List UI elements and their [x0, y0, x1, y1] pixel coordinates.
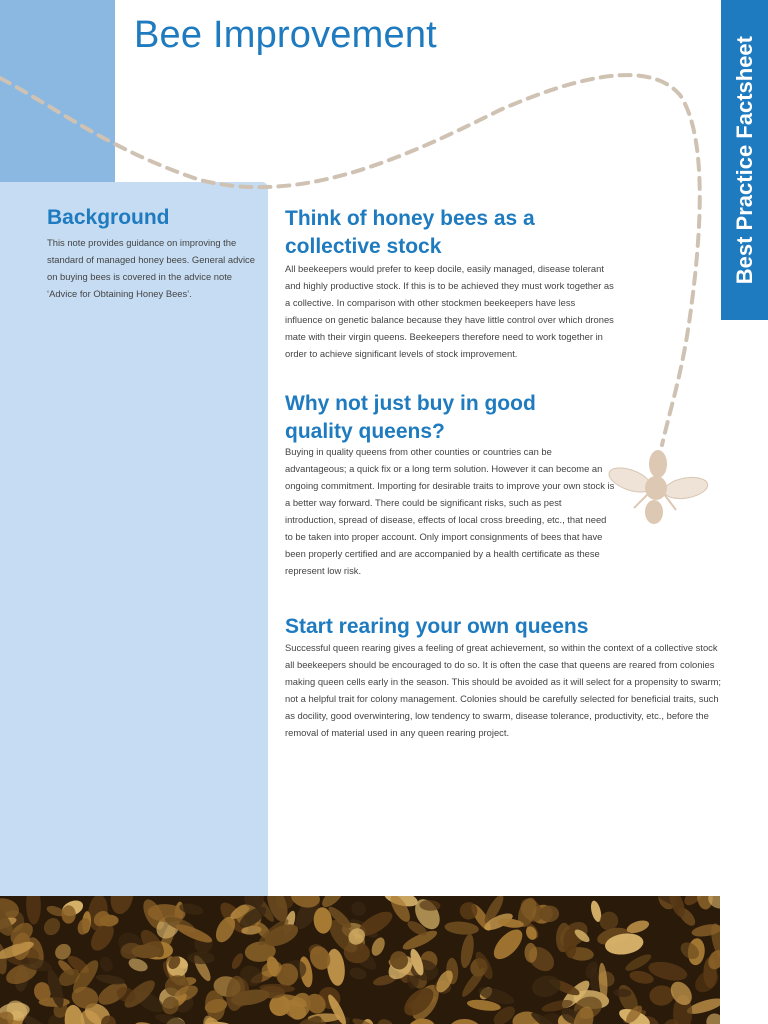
bee-texture-blob — [649, 985, 675, 1007]
bee-texture-blob — [348, 966, 367, 981]
bee-texture-blob — [369, 935, 387, 957]
bee-texture-blob — [623, 951, 653, 973]
section-heading: Why not just buy in good quality queens? — [285, 392, 536, 443]
bee-texture-blob — [174, 921, 214, 946]
bee-texture-blob — [349, 900, 368, 918]
section-text: All beekeepers would prefer to keep docile, easily managed, disease tolerant and highly productive stock. If this is to be achieved they must work together as a collective. In comparison with other stockmen beekeepers have less influence on genetic balance because they have little control over which drones mate with their virgin queens. Beekeepers therefore need to work together in order to achieve significant levels of stock improvement. — [285, 263, 614, 359]
background-heading: Background — [47, 206, 170, 229]
section-text: Successful queen rearing gives a feeling of great achievement, so within the context of a collective stock all beekeepers should be encouraged to do so. It is often the case that queens are reared from colonies making queen cells early in the season. This should be avoided as it will select for a propensity to swarm; not a helpful trait for colony management. Colonies should be carefully selected for beneficial traits, such as docility, good overwintering, low tendency to swarm, disease tolerance, productivity, etc., before the removal of material used in any queen rearing project. — [285, 642, 721, 738]
bee-icon — [604, 446, 710, 532]
side-tab-label: Best Practice Factsheet — [731, 35, 757, 285]
bee-texture-blob — [98, 955, 116, 974]
section-text: Buying in quality queens from other counties or countries can be advantageous; a quick fix or a long term solution. However it can become an ongoing commitment. Importing for desirable traits to improve your own stock is a better way forward. There could be significant risks, such as pest introduction, spread of disease, effects of local cross breeding, etc., that need to be taken into proper account. Only import consignments of bees that have been properly certified and are accompanied by a health certificate as these represent low risk. — [285, 446, 615, 576]
honey-bee-cluster-photo — [0, 896, 720, 1024]
bee-texture-blob — [524, 925, 539, 942]
bee-texture-blob — [187, 951, 214, 964]
page-title: Bee Improvement — [134, 14, 437, 56]
bee-texture-blob — [444, 920, 479, 936]
side-tab — [721, 0, 768, 320]
bee-texture-blob — [530, 973, 563, 1000]
bee-photo-texture — [0, 896, 720, 1024]
bee-texture-blob — [489, 925, 528, 964]
bee-texture-blob — [625, 918, 650, 935]
bee-texture-blob — [704, 1011, 720, 1024]
bee-texture-blob — [26, 896, 41, 925]
bee-texture-blob — [375, 1017, 395, 1024]
bee-texture-blob — [449, 1018, 482, 1024]
bee-texture-blob — [230, 952, 246, 971]
bee-texture-blob — [108, 896, 137, 916]
bee-texture-blob — [41, 915, 64, 938]
section-heading: Start rearing your own queens — [285, 615, 589, 638]
section-heading: Think of honey bees as a collective stock — [285, 207, 535, 258]
background-text: This note provides guidance on improving the standard of managed honey bees. General advice on buying bees is covered in the advice note ‘Advice for Obtaining Honey Bees’. — [47, 237, 255, 299]
